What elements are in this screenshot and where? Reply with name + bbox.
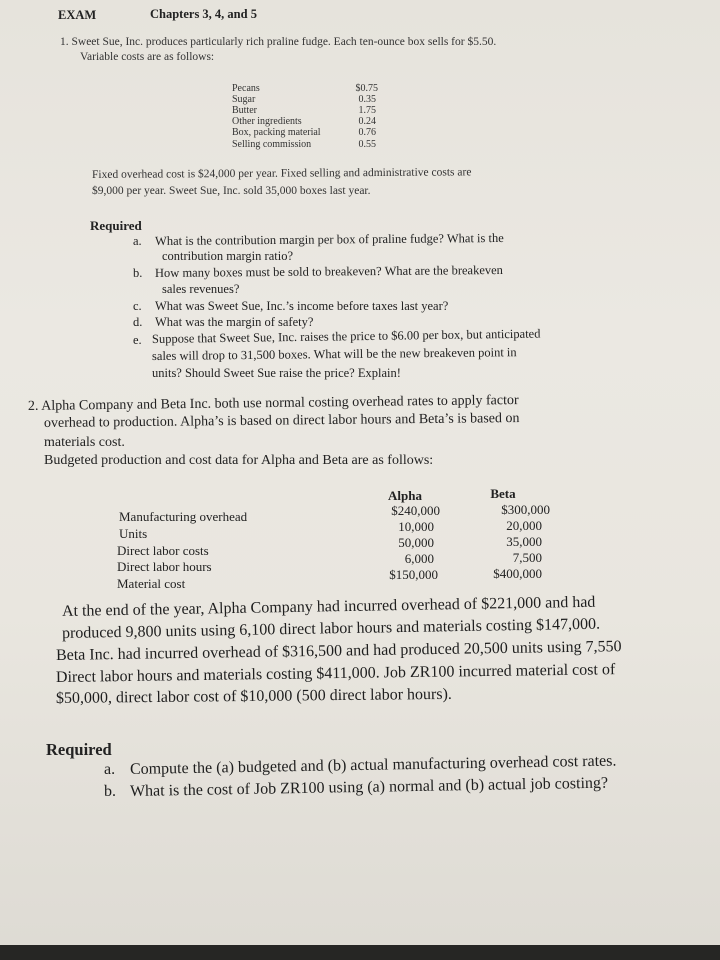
alpha-value: 10,000	[398, 519, 434, 534]
q2-actual-line5: $50,000, direct labor cost of $10,000 (500 direct labor hours).	[55, 685, 452, 707]
chapters-label: Chapters 3, 4, and 5	[150, 7, 257, 21]
part-text: What is the cost of Job ZR100 using (a) normal and (b) actual job costing?	[129, 774, 609, 800]
part-text: What was the margin of safety?	[155, 315, 314, 329]
part-letter: b.	[104, 783, 116, 800]
exam-label: EXAM	[58, 8, 97, 22]
part-text: contribution margin ratio?	[162, 249, 293, 263]
row-label: Units	[119, 526, 148, 541]
part-letter: d.	[133, 315, 143, 329]
part-text: Compute the (a) budgeted and (b) actual manufacturing overhead cost rates.	[129, 752, 617, 778]
beta-value: 20,000	[506, 518, 542, 533]
q2-actual-line3: Beta Inc. had incurred overhead of $316,500 and had produced 20,500 units using 7,550	[55, 638, 622, 664]
q2-intro-line4: Budgeted production and cost data for Alpha and Beta are as follows:	[44, 453, 434, 468]
cost-item: Selling commission	[232, 139, 312, 150]
col-header-beta: Beta	[490, 486, 516, 501]
part-text: sales revenues?	[162, 282, 240, 296]
cost-amount: 0.24	[358, 116, 376, 127]
row-label: Direct labor hours	[117, 559, 212, 574]
q1-intro-line1: 1. Sweet Sue, Inc. produces particularly rich praline fudge. Each ten-ounce box sells for $5.50.	[60, 36, 497, 48]
beta-value: $400,000	[493, 566, 542, 581]
cost-item: Other ingredients	[232, 116, 302, 127]
col-header-alpha: Alpha	[388, 488, 422, 503]
q2-actual-line1: At the end of the year, Alpha Company had incurred overhead of $221,000 and had	[61, 593, 596, 620]
cost-item: Sugar	[232, 94, 256, 105]
q2-required-heading: Required	[46, 740, 112, 759]
alpha-value: $150,000	[389, 567, 438, 582]
beta-value: 35,000	[506, 534, 542, 549]
cost-amount: 0.55	[358, 139, 376, 150]
part-letter: e.	[133, 333, 142, 347]
q1-intro-line2: Variable costs are as follows:	[80, 51, 215, 63]
cost-amount: $0.75	[355, 83, 378, 94]
part-letter: c.	[133, 299, 142, 313]
part-text: units? Should Sweet Sue raise the price? Explain!	[152, 366, 401, 380]
row-label: Direct labor costs	[117, 543, 209, 558]
cost-item: Pecans	[232, 83, 260, 94]
alpha-value: 6,000	[404, 551, 434, 566]
desk-background	[0, 945, 720, 960]
part-text: What is the contribution margin per box of praline fudge? What is the	[154, 230, 504, 248]
cost-item: Butter	[232, 105, 257, 116]
part-letter: a.	[133, 234, 142, 248]
part-text: What was Sweet Sue, Inc.’s income before taxes last year?	[155, 299, 449, 313]
row-label: Manufacturing overhead	[119, 509, 248, 524]
q2-intro-line3: materials cost.	[44, 435, 125, 450]
part-text: sales will drop to 31,500 boxes. What will be the new breakeven point in	[151, 345, 517, 363]
q1-required-heading: Required	[90, 218, 142, 233]
q1-fixed-line1: Fixed overhead cost is $24,000 per year. Fixed selling and administrative costs are	[91, 166, 472, 181]
q2-intro-line1: 2. Alpha Company and Beta Inc. both use normal costing overhead rates to apply factor	[27, 393, 519, 414]
part-letter: b.	[133, 266, 143, 280]
cost-amount: 1.75	[358, 105, 376, 116]
beta-value: $300,000	[501, 502, 550, 517]
part-text: Suppose that Sweet Sue, Inc. raises the price to $6.00 per box, but anticipated	[151, 326, 541, 346]
cost-item: Box, packing material	[232, 127, 321, 138]
cost-amount: 0.35	[358, 94, 376, 105]
alpha-value: $240,000	[391, 503, 440, 518]
q2-intro-line2: overhead to production. Alpha’s is based on direct labor hours and Beta’s is based on	[43, 411, 520, 431]
q2-actual-line2: produced 9,800 units using 6,100 direct labor hours and materials costing $147,000.	[61, 615, 601, 642]
beta-value: 7,500	[512, 550, 542, 565]
q2-actual-line4: Direct labor hours and materials costing $411,000. Job ZR100 incurred material cost of	[55, 661, 616, 686]
cost-amount: 0.76	[358, 127, 376, 138]
q1-fixed-line2: $9,000 per year. Sweet Sue, Inc. sold 35,000 boxes last year.	[92, 185, 371, 197]
alpha-value: 50,000	[398, 535, 434, 550]
row-label: Material cost	[117, 576, 186, 591]
part-letter: a.	[104, 761, 116, 778]
part-text: How many boxes must be sold to breakeven? What are the breakeven	[154, 262, 503, 280]
